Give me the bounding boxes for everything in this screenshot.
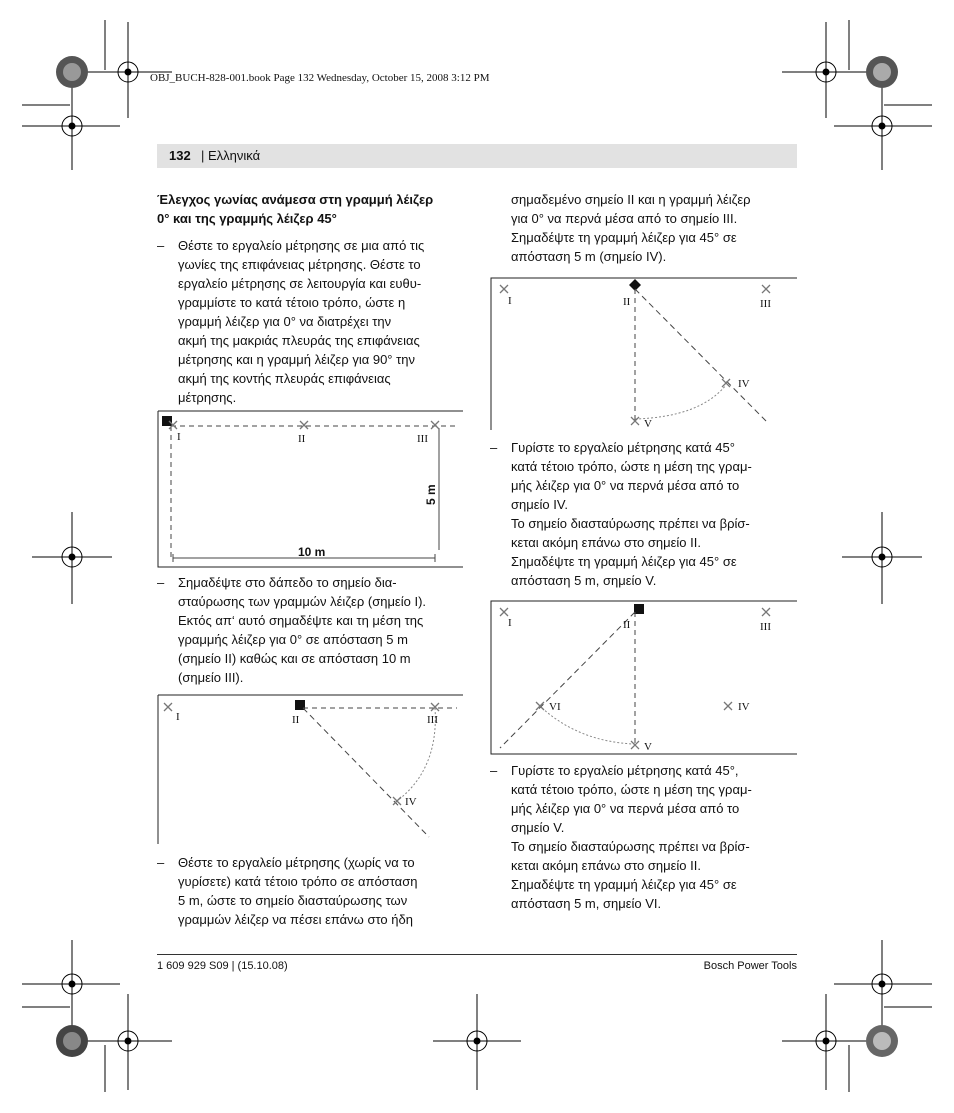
point-label: I (177, 431, 181, 443)
heading-line: Έλεγχος γωνίας ανάμεσα στη γραμμή λέιζερ (157, 192, 434, 207)
list-dash: – (157, 238, 165, 253)
text-line: γραμμής λέιζερ για 0° σε απόσταση 5 m (178, 632, 408, 647)
point-label: III (760, 621, 771, 633)
text-line: μέτρησης και η γραμμή λέιζερ για 90° την (178, 352, 415, 367)
text-line: Θέστε το εργαλείο μέτρησης σε μια από τις (178, 238, 425, 253)
list-item (157, 853, 467, 929)
text-line: κατά τέτοιο τρόπο, ώστε η μέση της γραμ- (511, 782, 752, 797)
left-column-p2 (157, 573, 467, 687)
section-heading (157, 190, 467, 228)
point-label: II (623, 619, 631, 631)
point-label: III (417, 433, 428, 445)
text-line: Το σημείο διασταύρωσης πρέπει να βρίσ- (511, 516, 750, 531)
text-line: Σημαδέψτε στο δάπεδο το σημείο δια- (178, 575, 397, 590)
text-line: Σημαδέψτε τη γραμμή λέιζερ για 45° σε (511, 877, 737, 892)
point-label: III (760, 298, 771, 310)
print-header: OBJ_BUCH-828-001.book Page 132 Wednesday, October 15, 2008 3:12 PM (150, 72, 490, 84)
right-column-p4 (490, 438, 800, 590)
tool-marker (162, 416, 172, 426)
point-label: IV (738, 701, 750, 713)
point-label: III (427, 714, 438, 726)
text-line: ακμή της μακριάς πλευράς της επιφάνειας (178, 333, 420, 348)
list-item (490, 438, 800, 590)
text-line: μής λέιζερ για 0° να περνά μέσα από το (511, 801, 740, 816)
text-line: σημείο V. (511, 820, 565, 835)
point-label: V (644, 418, 652, 430)
left-column-p3 (157, 853, 467, 929)
heading-line: 0° και της γραμμής λέιζερ 45° (157, 211, 337, 226)
point-label: II (623, 296, 631, 308)
footer-brand: Bosch Power Tools (703, 960, 797, 972)
text-line: για 0° να περνά μέσα από το σημείο III. (511, 211, 738, 226)
text-line: μής λέιζερ για 0° να περνά μέσα από το (511, 478, 740, 493)
text-line: Γυρίστε το εργαλείο μέτρησης κατά 45°, (511, 763, 739, 778)
point-label: II (298, 433, 306, 445)
list-dash: – (157, 855, 165, 870)
dimension-label: 5 m (424, 484, 438, 505)
list-dash: – (490, 763, 498, 778)
dimension-label: 10 m (298, 545, 326, 559)
list-item (490, 761, 800, 913)
paragraph-continuation (490, 190, 800, 266)
text-line: Το σημείο διασταύρωσης πρέπει να βρίσ- (511, 839, 750, 854)
text-line: (σημείο III). (178, 670, 244, 685)
text-line: κατά τέτοιο τρόπο, ώστε η μέση της γραμ- (511, 459, 752, 474)
text-line: γραμμών λέιζερ να πέσει επάνω στο ήδη (178, 912, 413, 927)
footer-rule (157, 954, 797, 955)
point-label: IV (738, 378, 750, 390)
point-label: I (176, 711, 180, 723)
page-header-bar (157, 144, 797, 168)
text-line: (σημείο II) καθώς και σε απόσταση 10 m (178, 651, 411, 666)
list-item (157, 573, 467, 687)
text-line: γραμμή λέιζερ για 0° να διατρέχει την (178, 314, 392, 329)
text-line: Σημαδέψτε τη γραμμή λέιζερ για 45° σε (511, 230, 737, 245)
point-label: II (292, 714, 300, 726)
right-column-p5 (490, 761, 800, 913)
list-item (157, 236, 467, 407)
text-line: σταύρωσης των γραμμών λέιζερ (σημείο I). (178, 594, 427, 609)
point-label: I (508, 295, 512, 307)
text-line: Σημαδέψτε τη γραμμή λέιζερ για 45° σε (511, 554, 737, 569)
page-number: 132 (169, 148, 191, 163)
point-label: V (644, 741, 652, 753)
text-line: γραμμίστε το κατά τέτοιο τρόπο, ώστε η (178, 295, 406, 310)
text-line: απόσταση 5 m, σημείο VI. (511, 896, 662, 911)
text-line: 5 m, ώστε το σημείο διασταύρωσης των (178, 893, 408, 908)
point-label: IV (405, 796, 417, 808)
point-label: VI (549, 701, 561, 713)
text-line: γυρίσετε) κατά τέτοιο τρόπο σε απόσταση (178, 874, 418, 889)
text-line: Θέστε το εργαλείο μέτρησης (χωρίς να το (178, 855, 415, 870)
text-line: μέτρησης. (178, 390, 237, 405)
right-column (490, 190, 800, 266)
text-line: σημαδεμένο σημείο II και η γραμμή λέιζερ (511, 192, 751, 207)
text-line: απόσταση 5 m, σημείο V. (511, 573, 657, 588)
figure-3-diagram (490, 277, 798, 431)
figure-1-diagram (157, 410, 465, 568)
text-line: γωνίες της επιφάνειας μέτρησης. Θέστε το (178, 257, 421, 272)
list-dash: – (490, 440, 498, 455)
text-line: ακμή της κοντής πλευράς επιφάνειας (178, 371, 391, 386)
text-line: κεται ακόμη επάνω στο σημείο II. (511, 535, 701, 550)
left-column (157, 190, 467, 407)
text-line: Γυρίστε το εργαλείο μέτρησης κατά 45° (511, 440, 735, 455)
figure-4-diagram (490, 600, 798, 755)
text-line: εργαλείο μέτρησης σε λειτουργία και ευθυ- (178, 276, 422, 291)
text-line: σημείο IV. (511, 497, 568, 512)
footer-doc-number: 1 609 929 S09 | (15.10.08) (157, 960, 288, 972)
page-language: | Ελληνικά (201, 148, 261, 163)
list-dash: – (157, 575, 165, 590)
figure-2-diagram (157, 694, 465, 844)
text-line: απόσταση 5 m (σημείο IV). (511, 249, 667, 264)
text-line: Εκτός απ‘ αυτό σημαδέψτε και τη μέση της (178, 613, 424, 628)
text-line: κεται ακόμη επάνω στο σημείο II. (511, 858, 701, 873)
point-label: I (508, 617, 512, 629)
